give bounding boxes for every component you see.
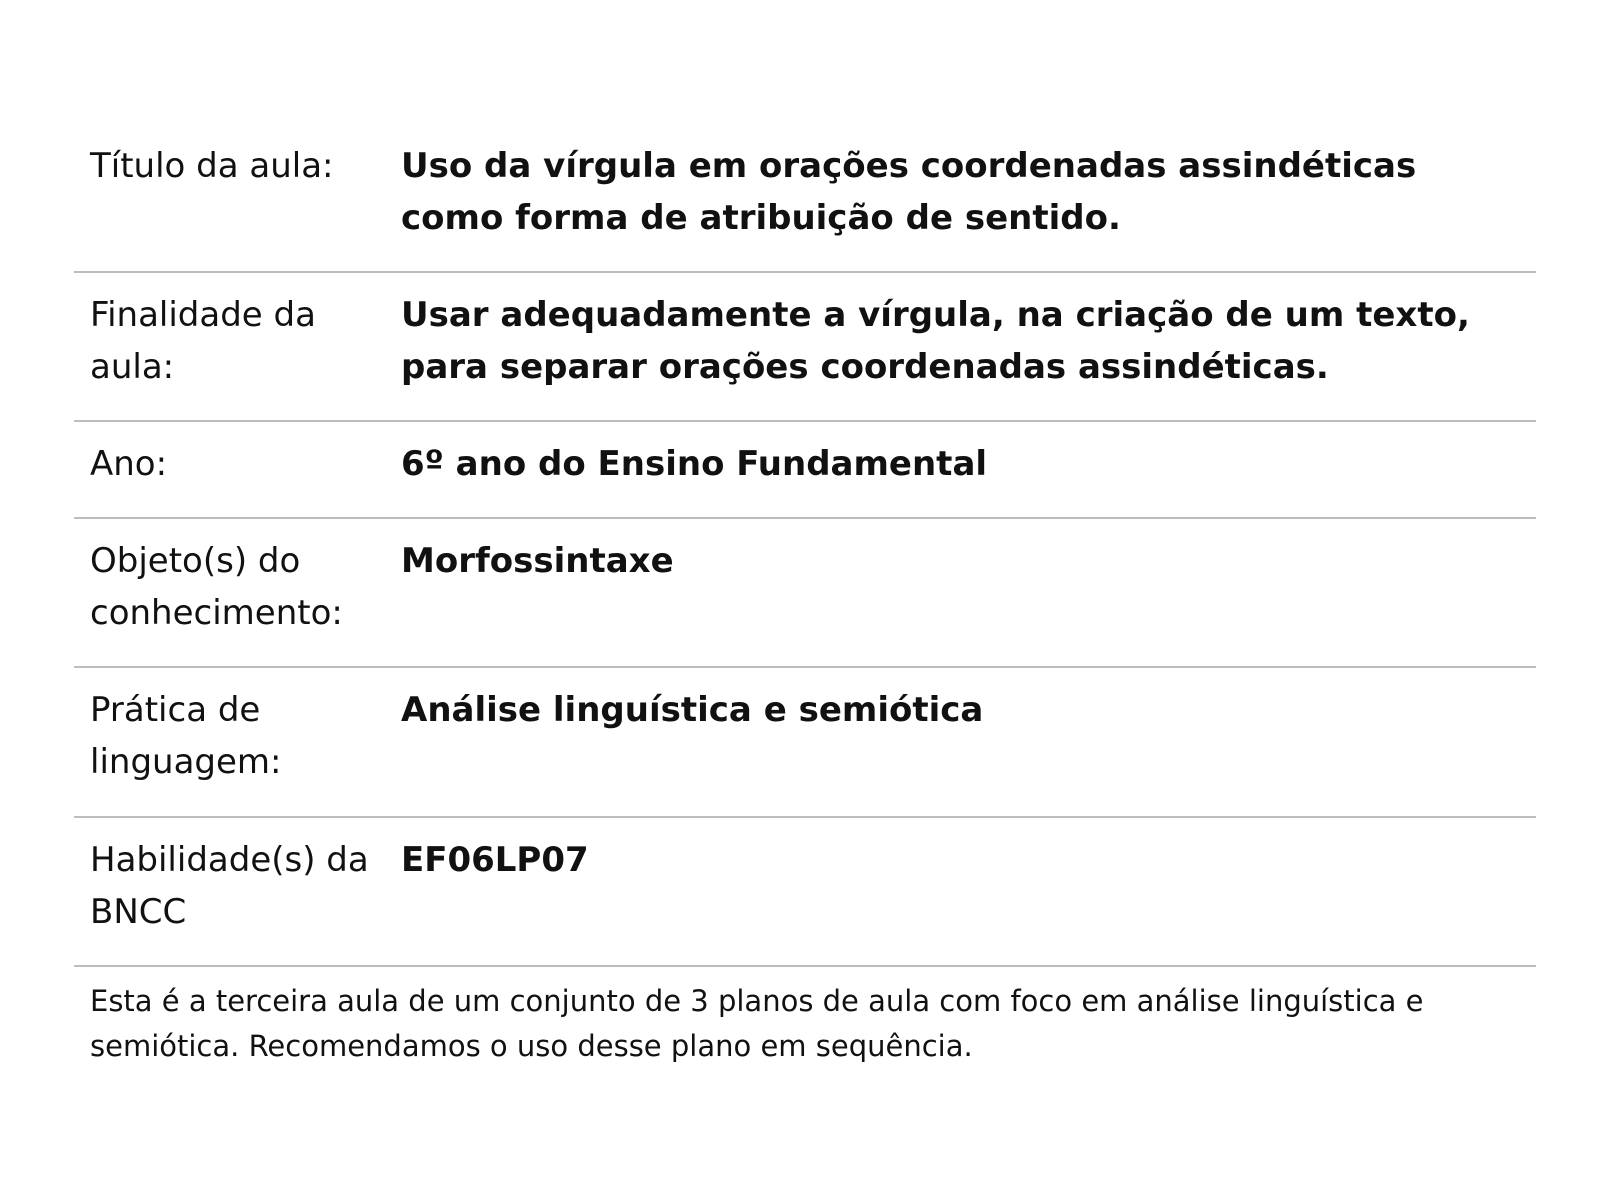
row-label: Prática de linguagem: xyxy=(90,690,282,782)
row-knowledge-objects xyxy=(74,519,1536,668)
row-label: Objeto(s) do conhecimento: xyxy=(90,541,343,633)
row-value: Morfossintaxe xyxy=(401,541,674,581)
row-value: EF06LP07 xyxy=(401,840,589,880)
lesson-plan-table xyxy=(74,128,1536,1069)
row-lesson-purpose xyxy=(74,273,1536,422)
row-value: 6º ano do Ensino Fundamental xyxy=(401,444,988,484)
row-school-year xyxy=(74,422,1536,519)
row-value: Análise linguística e semiótica xyxy=(401,690,984,730)
row-label: Habilidade(s) da BNCC xyxy=(90,840,369,932)
row-value: Uso da vírgula em orações coordenadas assindéticas como forma de atribuição de sentido. xyxy=(401,146,1417,238)
sequence-note: Esta é a terceira aula de um conjunto de 3 planos de aula com foco em análise linguística e semiótica. Recomendamos o uso desse plano em sequência. xyxy=(90,984,1424,1063)
row-label: Ano: xyxy=(90,444,168,484)
row-bncc-skills xyxy=(74,818,1536,967)
row-label: Finalidade da aula: xyxy=(90,295,316,387)
row-label: Título da aula: xyxy=(90,146,334,186)
row-lesson-title xyxy=(74,128,1536,273)
row-value: Usar adequadamente a vírgula, na criação de um texto, para separar orações coordenadas assindéticas. xyxy=(401,295,1470,387)
row-language-practice xyxy=(74,668,1536,818)
